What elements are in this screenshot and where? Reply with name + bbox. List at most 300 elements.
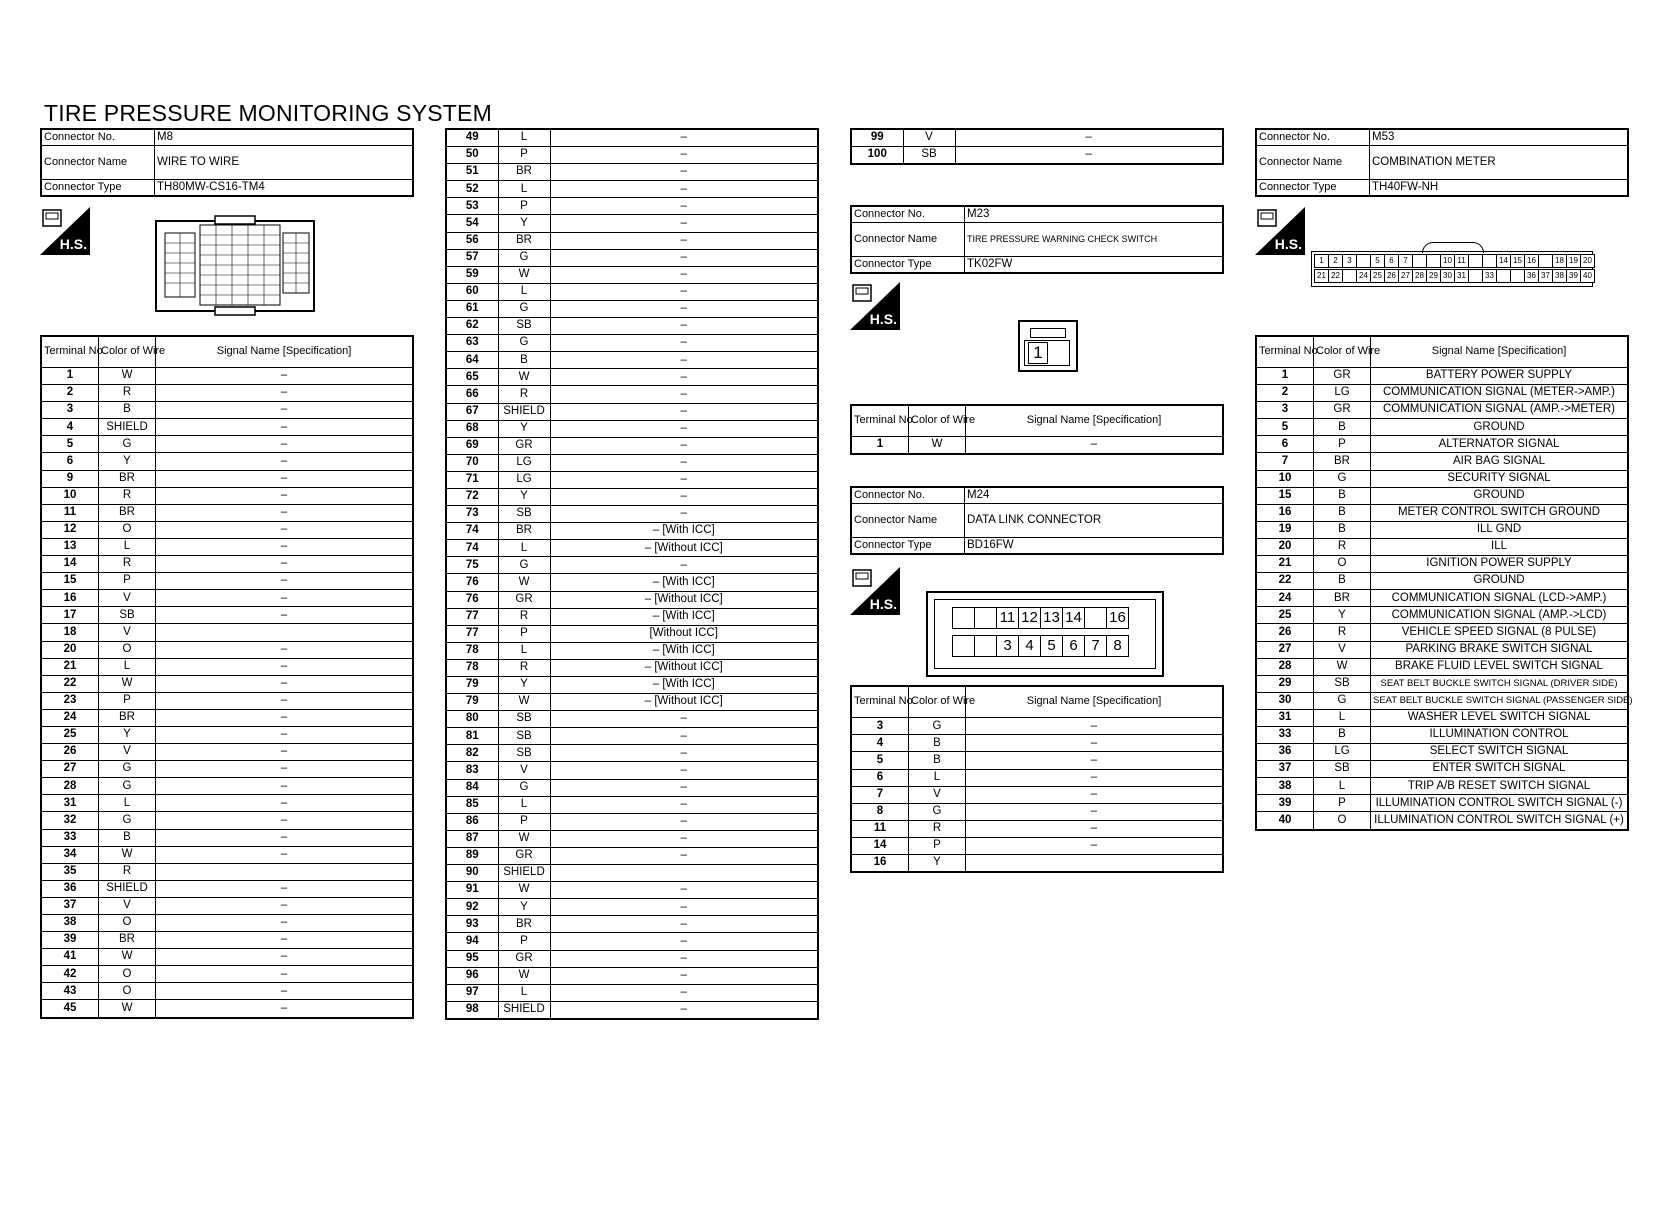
terminal-no-cell: 60 <box>446 283 498 300</box>
connector-name-label: Connector Name <box>41 146 155 180</box>
table-row <box>41 538 413 555</box>
table-row <box>1256 573 1628 590</box>
table-row <box>446 437 818 454</box>
m24-connector-face <box>926 591 1164 677</box>
m53-info-table <box>1255 128 1629 197</box>
signal-name-header: Signal Name [Specification] <box>966 686 1224 718</box>
table-row <box>1256 778 1628 795</box>
terminal-no-cell: 80 <box>446 711 498 728</box>
signal-name-cell: – <box>966 837 1224 854</box>
table-row <box>41 419 413 436</box>
wire-color-cell: P <box>498 813 550 830</box>
terminal-no-cell: 27 <box>41 761 99 778</box>
wire-color-cell: O <box>99 915 156 932</box>
terminal-no-cell: 49 <box>446 129 498 147</box>
table-row <box>1256 419 1628 436</box>
signal-name-cell: – <box>156 932 414 949</box>
connector-name-label: Connector Name <box>1256 146 1370 180</box>
connector-pin: 7 <box>1398 254 1413 268</box>
wire-color-cell: BR <box>498 916 550 933</box>
table-row <box>1256 675 1628 692</box>
wire-color-cell: G <box>498 779 550 796</box>
connector-pin: 21 <box>1314 269 1329 283</box>
table-row <box>1256 641 1628 658</box>
signal-name-cell: – <box>550 437 818 454</box>
table-row <box>446 249 818 266</box>
table-row <box>446 266 818 283</box>
terminal-no-cell: 97 <box>446 984 498 1001</box>
wire-color-cell: Y <box>498 420 550 437</box>
m53-pin-table <box>1255 335 1633 831</box>
table-row <box>851 129 1223 147</box>
terminal-no-cell: 98 <box>446 1001 498 1019</box>
m53-connector-type: TH40FW-NH <box>1370 180 1629 197</box>
table-row <box>41 470 413 487</box>
terminal-no-cell: 100 <box>851 147 903 165</box>
m23-info-table <box>850 205 1224 274</box>
terminal-no-cell: 7 <box>1256 453 1314 470</box>
wire-color-cell: B <box>1314 504 1371 521</box>
signal-name-cell: – <box>550 300 818 317</box>
table-row <box>446 471 818 488</box>
terminal-no-cell: 78 <box>446 642 498 659</box>
terminal-no-cell: 10 <box>41 487 99 504</box>
wire-color-cell: W <box>99 368 156 385</box>
table-row <box>41 624 413 641</box>
terminal-no-cell: 23 <box>41 692 99 709</box>
wire-color-cell: O <box>99 521 156 538</box>
table-row <box>446 198 818 215</box>
table-row <box>41 641 413 658</box>
terminal-no-header: Terminal No. <box>41 336 99 368</box>
wire-color-cell: L <box>498 984 550 1001</box>
wire-color-cell: Y <box>498 899 550 916</box>
connector-pin: 8 <box>1106 635 1129 657</box>
wire-color-cell: P <box>99 573 156 590</box>
terminal-no-cell: 93 <box>446 916 498 933</box>
table-row <box>446 847 818 864</box>
connector-pin: 5 <box>1370 254 1385 268</box>
wire-color-cell: L <box>498 283 550 300</box>
m24-pin-table <box>850 685 1224 873</box>
wire-color-cell: BR <box>99 504 156 521</box>
terminal-no-cell: 25 <box>41 726 99 743</box>
m23-connector-no: M23 <box>965 206 1224 223</box>
m23-connector-face <box>1018 320 1078 372</box>
wire-color-cell: W <box>498 266 550 283</box>
wire-color-cell: L <box>909 769 966 786</box>
connector-pin <box>1468 254 1483 268</box>
wire-color-cell: BR <box>498 523 550 540</box>
wire-color-cell: SB <box>498 506 550 523</box>
terminal-no-cell: 11 <box>41 504 99 521</box>
table-row <box>446 506 818 523</box>
signal-name-cell: COMMUNICATION SIGNAL (AMP.->METER) <box>1371 402 1629 419</box>
signal-name-cell: – <box>156 453 414 470</box>
terminal-no-cell: 1 <box>851 437 909 455</box>
signal-name-cell: – <box>550 471 818 488</box>
wire-color-cell: P <box>1314 795 1371 812</box>
wire-color-cell: P <box>498 625 550 642</box>
terminal-no-cell: 84 <box>446 779 498 796</box>
wire-color-cell: L <box>498 540 550 557</box>
table-row <box>1256 538 1628 555</box>
wire-color-cell: Y <box>498 677 550 694</box>
terminal-no-cell: 78 <box>446 659 498 676</box>
terminal-no-cell: 25 <box>1256 607 1314 624</box>
signal-name-cell: – <box>550 1001 818 1019</box>
connector-no-label: Connector No. <box>851 487 965 504</box>
connector-name-label: Connector Name <box>851 504 965 538</box>
table-row <box>446 283 818 300</box>
signal-name-header: Signal Name [Specification] <box>966 405 1224 437</box>
terminal-no-cell: 71 <box>446 471 498 488</box>
table-row <box>41 607 413 624</box>
connector-type-label: Connector Type <box>851 538 965 555</box>
terminal-no-cell: 4 <box>851 735 909 752</box>
wire-color-cell: G <box>909 718 966 735</box>
table-row <box>1256 402 1628 419</box>
wire-color-cell: W <box>99 1000 156 1018</box>
signal-name-cell: GROUND <box>1371 573 1629 590</box>
terminal-no-cell: 45 <box>41 1000 99 1018</box>
signal-name-cell: – [Without ICC] <box>550 540 818 557</box>
terminal-no-cell: 6 <box>1256 436 1314 453</box>
color-of-wire-header: Color of Wire <box>99 336 156 368</box>
connector-pin: 28 <box>1412 269 1427 283</box>
terminal-no-cell: 3 <box>1256 402 1314 419</box>
terminal-no-cell: 17 <box>41 607 99 624</box>
table-row <box>446 830 818 847</box>
connector-pin: 39 <box>1566 269 1581 283</box>
signal-name-cell: – <box>550 215 818 232</box>
table-row <box>851 803 1223 820</box>
hs-label: H.S. <box>869 596 897 613</box>
wire-color-cell: R <box>1314 624 1371 641</box>
signal-name-cell: – <box>966 752 1224 769</box>
signal-name-cell: – <box>550 318 818 335</box>
terminal-no-cell: 15 <box>1256 487 1314 504</box>
color-of-wire-header: Color of Wire <box>909 405 966 437</box>
table-row <box>1256 761 1628 778</box>
signal-name-cell: – <box>550 984 818 1001</box>
table-row <box>851 786 1223 803</box>
connector-pin: 16 <box>1106 607 1129 629</box>
signal-name-cell: – <box>156 761 414 778</box>
connector-pin: 25 <box>1370 269 1385 283</box>
wire-color-cell: P <box>498 933 550 950</box>
signal-name-cell: SEAT BELT BUCKLE SWITCH SIGNAL (DRIVER SIDE) <box>1371 675 1629 692</box>
table-row <box>1256 744 1628 761</box>
terminal-no-cell: 14 <box>851 837 909 854</box>
table-row <box>41 983 413 1000</box>
terminal-no-cell: 77 <box>446 625 498 642</box>
terminal-no-cell: 22 <box>41 675 99 692</box>
terminal-no-cell: 61 <box>446 300 498 317</box>
signal-name-cell: ALTERNATOR SIGNAL <box>1371 436 1629 453</box>
table-row <box>41 829 413 846</box>
terminal-no-cell: 5 <box>851 752 909 769</box>
table-row <box>851 147 1223 165</box>
terminal-no-cell: 16 <box>41 590 99 607</box>
connector-pin <box>1356 254 1371 268</box>
wire-color-cell: W <box>99 675 156 692</box>
table-row <box>446 762 818 779</box>
signal-name-cell: – <box>550 129 818 147</box>
signal-name-cell: – <box>550 198 818 215</box>
wire-color-cell: V <box>498 762 550 779</box>
signal-name-cell: – <box>156 692 414 709</box>
table-row <box>41 726 413 743</box>
terminal-no-cell: 40 <box>1256 812 1314 830</box>
terminal-no-cell: 64 <box>446 352 498 369</box>
connector-pin: 11 <box>996 607 1019 629</box>
wire-color-cell: B <box>909 752 966 769</box>
terminal-no-cell: 38 <box>41 915 99 932</box>
table-row <box>446 882 818 899</box>
signal-name-cell: COMMUNICATION SIGNAL (METER->AMP.) <box>1371 385 1629 402</box>
table-row <box>41 966 413 983</box>
wire-color-cell: G <box>498 249 550 266</box>
table-row <box>1256 624 1628 641</box>
terminal-no-cell: 4 <box>41 419 99 436</box>
table-row <box>446 728 818 745</box>
signal-name-cell: – [Without ICC] <box>550 591 818 608</box>
terminal-no-cell: 21 <box>1256 556 1314 573</box>
terminal-no-cell: 19 <box>1256 521 1314 538</box>
terminal-no-cell: 85 <box>446 796 498 813</box>
signal-name-cell <box>156 624 414 641</box>
wire-color-cell: Y <box>99 453 156 470</box>
table-row <box>1256 709 1628 726</box>
m53-column <box>1255 128 1633 831</box>
table-row <box>446 454 818 471</box>
wire-color-cell: V <box>99 624 156 641</box>
wire-color-cell: L <box>498 642 550 659</box>
terminal-no-cell: 77 <box>446 608 498 625</box>
signal-name-cell: – <box>156 675 414 692</box>
terminal-no-cell: 34 <box>41 846 99 863</box>
signal-name-cell: – <box>966 718 1224 735</box>
harness-side-icon <box>40 207 90 255</box>
wire-color-cell: G <box>498 557 550 574</box>
terminal-no-cell: 6 <box>851 769 909 786</box>
wire-color-cell: GR <box>498 950 550 967</box>
wire-color-cell: G <box>1314 692 1371 709</box>
table-row <box>446 625 818 642</box>
terminal-no-cell: 75 <box>446 557 498 574</box>
signal-name-cell: – <box>550 882 818 899</box>
connector-pin: 1 <box>1314 254 1329 268</box>
wire-color-cell: Y <box>909 855 966 873</box>
signal-name-cell: – <box>550 164 818 181</box>
signal-name-cell: ILLUMINATION CONTROL SWITCH SIGNAL (+) <box>1371 812 1629 830</box>
wire-color-cell: R <box>498 608 550 625</box>
signal-name-cell: – <box>550 916 818 933</box>
table-row <box>41 402 413 419</box>
signal-name-cell: – [Without ICC] <box>550 694 818 711</box>
table-row <box>446 335 818 352</box>
wire-color-cell: W <box>498 830 550 847</box>
wire-color-cell: R <box>99 556 156 573</box>
m8-connector-type: TH80MW-CS16-TM4 <box>155 180 414 197</box>
harness-side-icon <box>850 567 900 615</box>
connector-pin: 14 <box>1496 254 1511 268</box>
table-row <box>41 573 413 590</box>
signal-name-cell: – <box>550 830 818 847</box>
signal-name-cell: – <box>550 420 818 437</box>
table-row <box>446 796 818 813</box>
wire-color-cell: GR <box>498 847 550 864</box>
m24-connector-type: BD16FW <box>965 538 1224 555</box>
connector-pin: 6 <box>1384 254 1399 268</box>
terminal-no-cell: 79 <box>446 677 498 694</box>
signal-name-cell: – <box>156 573 414 590</box>
connector-pin: 7 <box>1084 635 1107 657</box>
signal-name-cell: – <box>156 709 414 726</box>
signal-name-cell: – <box>156 641 414 658</box>
signal-name-cell: – <box>550 711 818 728</box>
signal-name-cell: – [With ICC] <box>550 642 818 659</box>
signal-name-cell: BATTERY POWER SUPPLY <box>1371 368 1629 385</box>
signal-name-cell: – [With ICC] <box>550 608 818 625</box>
signal-name-cell: – <box>550 335 818 352</box>
connector-pin: 18 <box>1552 254 1567 268</box>
terminal-no-cell: 2 <box>41 385 99 402</box>
signal-name-cell: – <box>156 590 414 607</box>
terminal-no-cell: 33 <box>41 829 99 846</box>
table-row <box>446 352 818 369</box>
wire-color-cell: L <box>498 796 550 813</box>
terminal-no-cell: 14 <box>41 556 99 573</box>
signal-name-cell: – <box>550 352 818 369</box>
signal-name-cell: ILL <box>1371 538 1629 555</box>
table-row <box>41 590 413 607</box>
table-row <box>446 779 818 796</box>
table-row <box>41 761 413 778</box>
wire-color-cell: W <box>498 369 550 386</box>
signal-name-cell: – <box>156 949 414 966</box>
connector-pin: 30 <box>1440 269 1455 283</box>
wire-color-cell: BR <box>99 932 156 949</box>
signal-name-cell: WASHER LEVEL SWITCH SIGNAL <box>1371 709 1629 726</box>
m23-m24-column <box>850 128 1224 873</box>
wire-color-cell: W <box>498 694 550 711</box>
wire-color-cell: LG <box>1314 744 1371 761</box>
terminal-no-cell: 16 <box>851 855 909 873</box>
wire-color-cell: V <box>99 897 156 914</box>
wire-color-cell: BR <box>1314 453 1371 470</box>
connector-no-label: Connector No. <box>851 206 965 223</box>
m24-bottom-pin-row <box>952 635 1128 657</box>
m8-connector-no: M8 <box>155 129 414 146</box>
signal-name-cell: – <box>156 778 414 795</box>
m24-connector-no: M24 <box>965 487 1224 504</box>
signal-name-cell: ILL GND <box>1371 521 1629 538</box>
terminal-no-cell: 69 <box>446 437 498 454</box>
terminal-no-cell: 8 <box>851 803 909 820</box>
signal-name-cell: – <box>156 470 414 487</box>
wire-color-cell: G <box>498 300 550 317</box>
table-row <box>446 369 818 386</box>
terminal-no-cell: 37 <box>41 897 99 914</box>
terminal-no-header: Terminal No. <box>851 686 909 718</box>
table-row <box>446 899 818 916</box>
connector-pin: 36 <box>1524 269 1539 283</box>
signal-name-cell: SEAT BELT BUCKLE SWITCH SIGNAL (PASSENGER SIDE) <box>1371 692 1629 709</box>
signal-name-cell: – <box>156 385 414 402</box>
table-row <box>41 504 413 521</box>
connector-no-label: Connector No. <box>41 129 155 146</box>
terminal-no-cell: 27 <box>1256 641 1314 658</box>
connector-pin <box>974 607 997 629</box>
wire-color-cell: SB <box>498 711 550 728</box>
m23-connector-name: TIRE PRESSURE WARNING CHECK SWITCH <box>965 223 1224 257</box>
terminal-no-cell: 51 <box>446 164 498 181</box>
table-row <box>851 752 1223 769</box>
wire-color-cell: O <box>1314 812 1371 830</box>
table-row <box>41 453 413 470</box>
harness-side-icon <box>1255 207 1305 255</box>
terminal-no-cell: 36 <box>41 880 99 897</box>
table-row <box>41 897 413 914</box>
connector-pin: 40 <box>1580 269 1595 283</box>
wire-color-cell: BR <box>498 164 550 181</box>
m53-connector-face <box>1311 251 1593 287</box>
terminal-no-cell: 33 <box>1256 726 1314 743</box>
table-row <box>1256 504 1628 521</box>
terminal-no-cell: 31 <box>41 795 99 812</box>
table-row <box>446 318 818 335</box>
terminal-no-cell: 94 <box>446 933 498 950</box>
m23-pin-table <box>850 404 1224 455</box>
color-of-wire-header: Color of Wire <box>909 686 966 718</box>
connector-pin <box>952 635 975 657</box>
wire-color-cell: V <box>903 129 955 147</box>
table-row <box>41 709 413 726</box>
wire-color-cell: W <box>1314 658 1371 675</box>
wire-color-cell: B <box>99 402 156 419</box>
signal-name-cell: – <box>156 897 414 914</box>
signal-name-cell: [Without ICC] <box>550 625 818 642</box>
table-row <box>1256 436 1628 453</box>
signal-name-cell <box>966 855 1224 873</box>
wire-color-cell: B <box>1314 573 1371 590</box>
signal-name-cell: – <box>156 744 414 761</box>
signal-name-cell: – <box>156 556 414 573</box>
terminal-no-cell: 22 <box>1256 573 1314 590</box>
terminal-no-cell: 62 <box>446 318 498 335</box>
table-row <box>851 855 1223 873</box>
terminal-no-cell: 70 <box>446 454 498 471</box>
terminal-no-cell: 39 <box>41 932 99 949</box>
signal-name-cell: – <box>966 769 1224 786</box>
terminal-no-cell: 35 <box>41 863 99 880</box>
wire-color-cell: O <box>99 983 156 1000</box>
connector-pin <box>1538 254 1553 268</box>
signal-name-cell: – <box>550 266 818 283</box>
wire-color-cell: SB <box>498 745 550 762</box>
connector-pin: 19 <box>1566 254 1581 268</box>
terminal-no-cell: 43 <box>41 983 99 1000</box>
connector-pin: 37 <box>1538 269 1553 283</box>
wire-color-cell: W <box>909 437 966 455</box>
terminal-no-cell: 72 <box>446 488 498 505</box>
wire-color-cell: B <box>1314 726 1371 743</box>
terminal-no-cell: 5 <box>41 436 99 453</box>
m23-pin-1: 1 <box>1028 342 1048 364</box>
wire-color-cell: R <box>99 385 156 402</box>
